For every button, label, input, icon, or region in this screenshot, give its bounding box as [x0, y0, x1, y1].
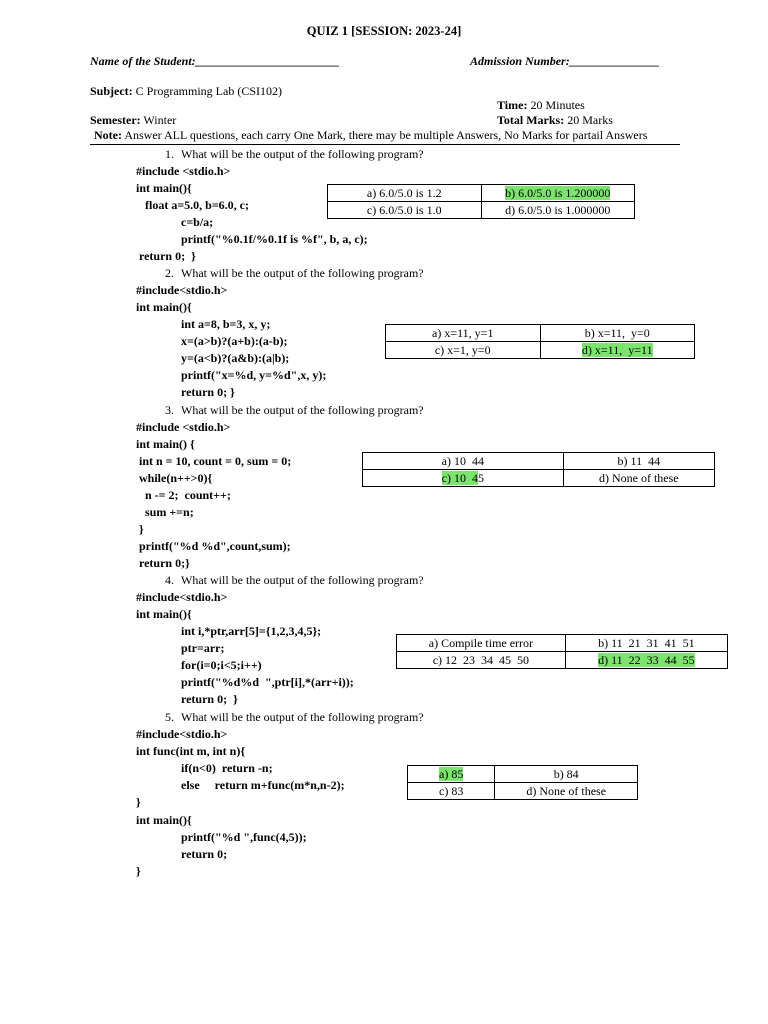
semester-value: Winter: [140, 113, 177, 127]
option-cell[interactable]: a) 6.0/5.0 is 1.2: [328, 185, 482, 202]
total-marks-value: 20 Marks: [564, 113, 613, 127]
code-line: return 0; }: [181, 692, 238, 706]
correct-answer-highlight: b) 6.0/5.0 is 1.200000: [505, 185, 611, 200]
code-line: #include<stdio.h>: [136, 283, 228, 297]
option-cell[interactable]: b) 11 21 31 41 51: [565, 635, 727, 652]
code-line: c=b/a;: [181, 215, 214, 229]
code-line: int func(int m, int n){: [136, 744, 246, 758]
correct-answer-highlight: c) 10 4: [441, 470, 478, 485]
option-cell[interactable]: c) 10 45: [363, 470, 564, 487]
correct-answer-highlight: d) x=11, y=11: [581, 342, 653, 357]
code-line: return 0;}: [136, 556, 190, 570]
code-line: #include<stdio.h>: [136, 590, 228, 604]
code-line: x=(a>b)?(a+b):(a-b);: [181, 334, 288, 348]
semester-line: [90, 113, 176, 127]
question-4-options: [396, 634, 728, 669]
code-line: #include<stdio.h>: [136, 727, 228, 741]
question-3-options: [362, 452, 715, 487]
question-1-options: [327, 184, 635, 219]
option-cell[interactable]: d) None of these: [563, 470, 714, 487]
header-divider: [90, 144, 680, 145]
option-cell[interactable]: [408, 766, 495, 783]
code-line: for(i=0;i<5;i++): [181, 658, 262, 672]
code-line: int a=8, b=3, x, y;: [181, 317, 271, 331]
subject-value: C Programming Lab (CSI102): [132, 84, 282, 98]
code-line: int main(){: [136, 300, 192, 314]
code-line: }: [136, 864, 141, 878]
code-line: printf("x=%d, y=%d",x, y);: [181, 368, 327, 382]
note-line: [94, 128, 647, 142]
code-line: ptr=arr;: [181, 641, 225, 655]
subject-label: Subject:: [90, 84, 133, 98]
option-cell[interactable]: d) 6.0/5.0 is 1.000000: [481, 202, 635, 219]
code-line: int main(){: [136, 813, 192, 827]
semester-label: Semester:: [90, 113, 141, 127]
code-line: float a=5.0, b=6.0, c;: [136, 198, 249, 212]
code-line: sum +=n;: [136, 505, 194, 519]
correct-answer-highlight: a) 85: [439, 766, 464, 781]
question-3-prompt: 3. What will be the output of the following program?: [165, 403, 424, 417]
code-line: int i,*ptr,arr[5]={1,2,3,4,5};: [181, 624, 322, 638]
option-cell[interactable]: a) Compile time error: [397, 635, 566, 652]
option-cell[interactable]: b) x=11, y=0: [540, 325, 695, 342]
option-cell[interactable]: c) 6.0/5.0 is 1.0: [328, 202, 482, 219]
code-line: int main() {: [136, 437, 195, 451]
option-cell[interactable]: c) x=1, y=0: [386, 342, 541, 359]
code-line: if(n<0) return -n;: [181, 761, 273, 775]
code-line: printf("%0.1f/%0.1f is %f", b, a, c);: [181, 232, 368, 246]
subject-line: [90, 84, 282, 98]
code-line: y=(a<b)?(a&b):(a|b);: [181, 351, 290, 365]
code-line: #include <stdio.h>: [136, 164, 231, 178]
option-cell[interactable]: d) None of these: [495, 783, 638, 800]
question-4-prompt: 4. What will be the output of the following program?: [165, 573, 424, 587]
option-cell[interactable]: b) 11 44: [563, 453, 714, 470]
correct-answer-highlight: d) 11 22 33 44 55: [598, 652, 695, 667]
question-5-prompt: 5. What will be the output of the following program?: [165, 710, 424, 724]
question-5-options: [407, 765, 638, 800]
code-line: }: [136, 522, 144, 536]
code-line: return 0;: [181, 847, 228, 861]
code-line: printf("%d ",func(4,5));: [181, 830, 307, 844]
option-cell[interactable]: [481, 185, 635, 202]
option-cell[interactable]: [565, 652, 727, 669]
code-line: else return m+func(m*n,n-2);: [181, 778, 345, 792]
code-line: while(n++>0){: [136, 471, 213, 485]
total-marks-label: Total Marks:: [497, 113, 565, 127]
admission-number-label: Admission Number:_______________: [470, 54, 660, 68]
option-cell[interactable]: b) 84: [495, 766, 638, 783]
code-line: printf("%d %d",count,sum);: [136, 539, 291, 553]
total-marks-line: [497, 113, 613, 127]
code-line: return 0; }: [181, 385, 235, 399]
code-line: #include <stdio.h>: [136, 420, 231, 434]
code-line: n -= 2; count++;: [136, 488, 231, 502]
code-line: printf("%d%d ",ptr[i],*(arr+i));: [181, 675, 354, 689]
option-cell[interactable]: c) 83: [408, 783, 495, 800]
student-name-label: Name of the Student:________________________: [90, 54, 340, 68]
note-value: Answer ALL questions, each carry One Mark, there may be multiple Answers, No Marks for partail Answers: [121, 128, 648, 142]
code-line: int n = 10, count = 0, sum = 0;: [136, 454, 292, 468]
question-2-prompt: 2. What will be the output of the following program?: [165, 266, 424, 280]
option-cell[interactable]: [540, 342, 695, 359]
time-line: [497, 98, 585, 112]
time-label: Time:: [497, 98, 528, 112]
code-line: int main(){: [136, 607, 192, 621]
question-2-options: [385, 324, 695, 359]
question-1-prompt: 1. What will be the output of the following program?: [165, 147, 424, 161]
note-label: Note:: [94, 128, 122, 142]
quiz-title: QUIZ 1 [SESSION: 2023-24]: [306, 24, 462, 38]
code-line: }: [136, 795, 141, 809]
option-cell[interactable]: c) 12 23 34 45 50: [397, 652, 566, 669]
option-cell[interactable]: a) x=11, y=1: [386, 325, 541, 342]
time-value: 20 Minutes: [527, 98, 585, 112]
code-line: return 0; }: [136, 249, 196, 263]
code-line: int main(){: [136, 181, 192, 195]
option-cell[interactable]: a) 10 44: [363, 453, 564, 470]
